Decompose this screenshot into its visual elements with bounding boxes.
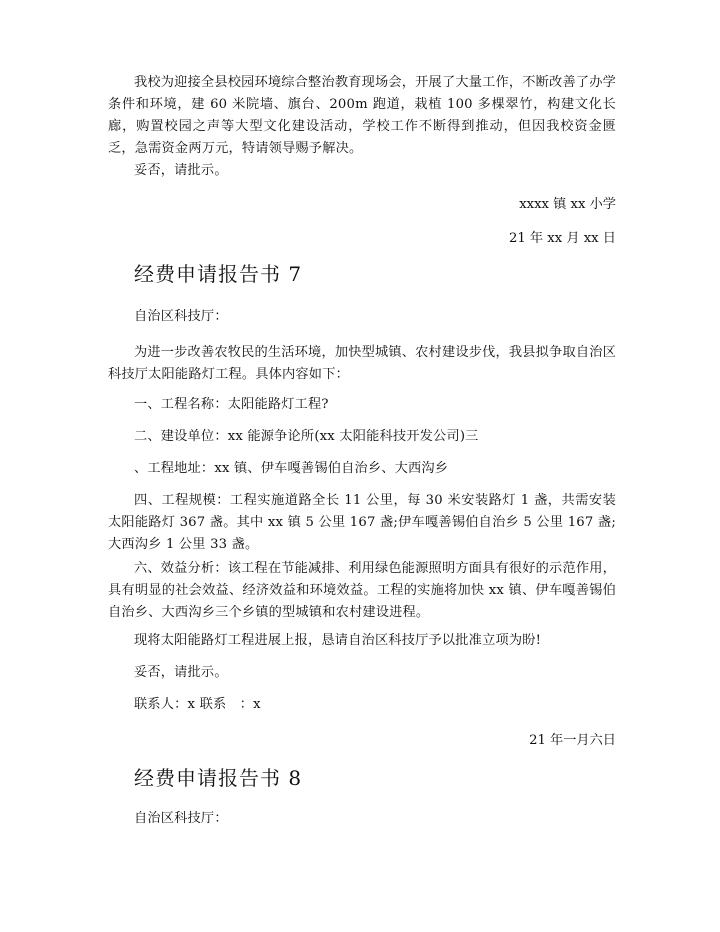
date-1: 21 年 xx 月 xx 日 bbox=[508, 231, 616, 246]
paragraph-7-submission: 现将太阳能路灯工程进展上报，恳请自治区科技厅予以批准立项为盼! bbox=[134, 633, 542, 648]
date-2: 21 年一月六日 bbox=[529, 733, 616, 748]
item-benefit-analysis: 六、效益分析：该工程在节能减排、利用绿色能源照明方面具有很好的示范作用，具有明显的社会效益、经济效益和环境效益。工程的实施将加快 xx 镇、伊车嘎善锡伯自治乡、大西沟乡三个乡镇的型城镇和农村建设进程。 bbox=[108, 561, 616, 620]
item-project-scale: 四、工程规模：工程实施道路全长 11 公里，每 30 米安装路灯 1 盏，共需安装太阳能路灯 367 盏。其中 xx 镇 5 公里 167 盏;伊车嘎善锡伯自治乡 5 公里 167 盏;大西沟乡 1 公里 33 盏。 bbox=[108, 493, 616, 552]
signature-school: xxxx 镇 xx 小学 bbox=[519, 197, 616, 212]
section-heading-7: 经费申请报告书 7 bbox=[134, 262, 303, 286]
item-project-address: 、工程地址：xx 镇、伊车嘎善锡伯自治乡、大西沟乡 bbox=[134, 461, 449, 476]
closing-request-2: 妥否，请批示。 bbox=[134, 665, 228, 680]
closing-request-1: 妥否，请批示。 bbox=[134, 163, 228, 178]
intro-paragraph: 我校为迎接全县校园环境综合整治教育现场会，开展了大量工作，不断改善了办学条件和环境，建 60 米院墙、旗台、200m 跑道，栽植 100 多棵翠竹，构建文化长廊，购置校园之声等大型文化建设活动，学校工作不断得到推动，但因我校资金匮乏，急需资金两万元，特请领导赐予解决。 bbox=[108, 75, 616, 156]
paragraph-7-intro: 为进一步改善农牧民的生活环境，加快型城镇、农村建设步伐，我县拟争取自治区科技厅太阳能路灯工程。具体内容如下： bbox=[108, 345, 616, 382]
recipient-8: 自治区科技厅： bbox=[134, 811, 228, 826]
contact-line: 联系人：x 联系 ：x bbox=[134, 697, 261, 712]
item-construction-unit: 二、建设单位：xx 能源争论所(xx 太阳能科技开发公司)三 bbox=[134, 429, 479, 444]
item-project-name: 一、工程名称：太阳能路灯工程? bbox=[134, 397, 329, 412]
recipient-7: 自治区科技厅： bbox=[134, 309, 228, 324]
section-heading-8: 经费申请报告书 8 bbox=[134, 766, 303, 790]
